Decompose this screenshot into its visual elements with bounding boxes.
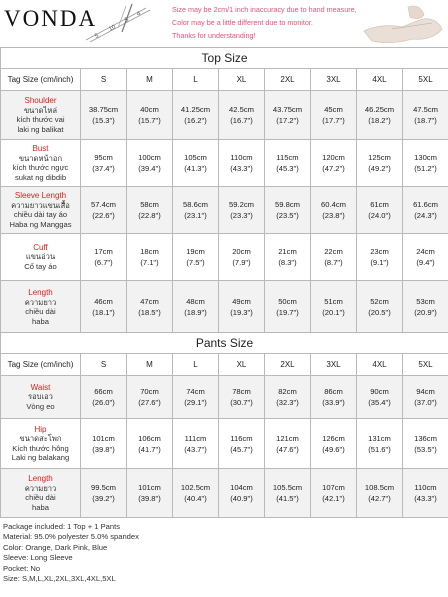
value-cm: 120cm [322,153,345,162]
value-cm: 52cm [370,297,389,306]
label-translation: kích thước vai [16,115,65,124]
value-inch: (49.2") [368,164,391,173]
measurement-label [1,140,81,187]
label-translation: ขนาดไหล่ [23,105,58,115]
value-inch: (22.8") [138,211,161,220]
label-translation: ขนาดสะโพก [19,434,62,443]
value-cm: 59.2cm [229,200,254,209]
value-cm: 24cm [416,247,435,256]
value-cm: 21cm [278,247,297,256]
value-inch: (30.7") [230,398,253,407]
size-value-cell [265,187,311,234]
value-cm: 111cm [184,433,207,443]
size-value-cell [311,376,357,419]
material-line: Material: 95.0% polyester 5.0% spandex [3,532,139,542]
label-english: Shoulder [24,96,57,105]
value-inch: (18.7") [414,116,437,125]
size-value-cell [311,91,357,140]
size-header: S [81,354,127,376]
value-cm: 102.5cm [180,483,211,492]
label-english: Cuff [33,242,48,252]
measurement-label [1,187,81,234]
label-english: Bust [32,144,49,153]
label-translation: ความยาวแขนเสื้อ [11,200,70,210]
product-details [3,522,139,584]
value-inch: (23.3") [230,211,253,220]
pants-size-title: Pants Size [1,333,448,354]
value-cm: 53cm [416,297,435,306]
measurement-row [1,91,448,140]
label-translation: chiều dài tay áo [13,210,68,219]
size-value-cell [81,140,127,187]
top-size-title: Top Size [1,48,448,69]
value-inch: (49.6") [322,444,345,454]
size-value-cell [265,140,311,187]
value-inch: (37.0") [414,398,437,407]
value-inch: (41.7") [138,444,161,454]
size-value-cell [127,140,173,187]
pocket-line: Pocket: No [3,563,41,573]
measurement-label [1,376,81,419]
label-english: Waist [30,382,51,392]
size-header: 4XL [357,69,403,91]
value-cm: 47.5cm [413,105,438,114]
size-line: Size: S,M,L,XL,2XL,3XL,4XL,5XL [3,574,116,584]
value-cm: 41.25cm [180,105,211,114]
value-cm: 105cm [184,153,207,162]
value-inch: (18.2") [368,116,391,125]
size-value-cell [127,187,173,234]
header [0,0,448,47]
value-cm: 105.5cm [272,483,303,492]
value-inch: (39.2") [92,494,115,503]
size-value-cell [173,376,219,419]
size-header: XL [219,69,265,91]
value-cm: 45cm [324,105,343,114]
size-value-cell [403,140,448,187]
size-value-cell [403,469,448,518]
top-size-table [0,47,448,334]
size-value-cell [311,187,357,234]
value-cm: 57.4cm [91,200,116,209]
brand-logo: VONDA [4,6,98,31]
size-header: 2XL [265,354,311,376]
value-inch: (45.3") [276,164,299,173]
value-cm: 110cm [230,153,253,162]
pants-size-body [1,376,448,518]
sleeve-line: Sleeve: Long Sleeve [3,553,73,563]
value-cm: 46.25cm [364,105,395,114]
value-cm: 101cm [92,433,115,443]
value-cm: 121cm [276,433,299,443]
measurement-row [1,140,448,187]
size-value-cell [219,140,265,187]
value-cm: 101cm [138,483,161,492]
value-cm: 74cm [186,387,205,396]
value-cm: 110cm [414,483,437,492]
value-inch: (43.7") [184,444,207,454]
value-cm: 49cm [232,297,251,306]
size-value-cell [219,91,265,140]
label-translation: kích thước ngực [12,163,69,172]
size-header: 3XL [311,69,357,91]
label-translation: ขนาดหน้าอก [18,153,63,163]
value-inch: (9.1") [370,258,389,267]
value-inch: (43.3") [414,494,437,503]
value-inch: (27.6") [138,398,161,407]
size-header: 5XL [403,69,448,91]
size-value-cell [403,419,448,469]
value-cm: 100cm [138,153,161,162]
measurement-notes [172,3,357,42]
value-inch: (23.5") [276,211,299,220]
size-value-cell [81,419,127,469]
value-cm: 61.6cm [413,200,438,209]
measurement-row [1,376,448,419]
size-value-cell [403,187,448,234]
value-inch: (42.7") [368,494,391,503]
value-cm: 22cm [324,247,343,256]
size-header: XL [219,354,265,376]
size-value-cell [357,187,403,234]
size-value-cell [81,376,127,419]
value-inch: (35.4") [368,398,391,407]
value-cm: 59.8cm [275,200,300,209]
measurement-row [1,469,448,518]
size-value-cell [127,419,173,469]
value-cm: 58.6cm [183,200,208,209]
value-inch: (16.2") [184,116,207,125]
size-value-cell [265,469,311,518]
value-cm: 136cm [414,433,437,443]
top-header-row [1,69,448,91]
value-inch: (19.7") [276,308,299,317]
value-cm: 47cm [140,297,159,306]
size-value-cell [311,281,357,334]
measurement-label [1,281,81,334]
value-inch: (16.7") [230,116,253,125]
label-english: Length [28,288,53,297]
value-cm: 131cm [368,433,391,443]
label-english: Length [28,474,53,483]
size-value-cell [173,91,219,140]
value-inch: (39.8") [92,444,115,454]
label-translation: chiều dài [25,307,56,316]
value-cm: 38.75cm [88,105,119,114]
value-inch: (23.1") [184,211,207,220]
value-inch: (18.9") [184,308,207,317]
value-inch: (20.1") [322,308,345,317]
label-translation: Vòng eo [26,401,55,411]
value-inch: (18.5") [138,308,161,317]
size-value-cell [311,469,357,518]
size-value-cell [127,469,173,518]
value-inch: (20.9") [414,308,437,317]
value-inch: (19.3") [230,308,253,317]
size-value-cell [265,91,311,140]
label-translation: chiều dài [25,493,56,502]
value-cm: 116cm [230,433,253,443]
value-inch: (6.7") [94,258,113,267]
note-line: Thanks for understanding! [172,31,256,40]
size-value-cell [265,419,311,469]
note-line: Color may be a little different due to monitor. [172,18,313,27]
size-header: 5XL [403,354,448,376]
value-inch: (24.0") [368,211,391,220]
value-cm: 40cm [140,105,159,114]
value-cm: 99.5cm [91,483,116,492]
pants-size-table [0,332,448,518]
label-translation: รอบเอว [28,392,53,402]
value-cm: 43.75cm [272,105,303,114]
size-value-cell [81,469,127,518]
hand-measure-icon [362,1,446,46]
ruler-mark: 4 [136,10,142,18]
label-translation: laki ng balikat [17,124,64,134]
value-cm: 46cm [94,297,113,306]
value-inch: (43.3") [230,164,253,173]
ruler-mark: 5 [94,32,100,40]
value-cm: 48cm [186,297,205,306]
size-value-cell [311,140,357,187]
value-inch: (51.6") [368,444,391,454]
pants-header-row [1,354,448,376]
size-value-cell [219,281,265,334]
value-cm: 17cm [94,247,113,256]
value-inch: (23.8") [322,211,345,220]
value-cm: 106cm [138,433,161,443]
value-inch: (15.3") [92,116,115,125]
value-cm: 18cm [140,247,159,256]
size-value-cell [81,187,127,234]
value-cm: 94cm [416,387,435,396]
value-inch: (53.5") [414,444,437,454]
size-value-cell [127,234,173,281]
size-value-cell [403,91,448,140]
label-english: Hip [34,424,47,434]
value-cm: 61cm [370,200,389,209]
size-value-cell [357,140,403,187]
size-value-cell [127,91,173,140]
value-inch: (7.5") [186,258,205,267]
value-inch: (40.4") [184,494,207,503]
label-english: Sleeve Length [14,191,67,200]
measurement-label [1,91,81,140]
size-value-cell [357,91,403,140]
size-value-cell [219,376,265,419]
ruler-mark: 10 [108,24,117,33]
label-translation: Kích thước hông [12,443,69,453]
value-inch: (20.5") [368,308,391,317]
value-cm: 50cm [278,297,297,306]
value-inch: (51.2") [414,164,437,173]
value-cm: 23cm [370,247,389,256]
label-translation: haba [32,502,49,512]
size-value-cell [265,376,311,419]
size-value-cell [357,376,403,419]
value-cm: 86cm [324,387,343,396]
size-value-cell [219,234,265,281]
value-inch: (41.5") [276,494,299,503]
size-value-cell [127,376,173,419]
size-header: 3XL [311,354,357,376]
size-value-cell [219,419,265,469]
label-translation: sukat ng dibdib [14,172,67,182]
value-inch: (39.4") [138,164,161,173]
value-cm: 104cm [230,483,253,492]
color-line: Color: Orange, Dark Pink, Blue [3,542,108,552]
size-header: 2XL [265,69,311,91]
value-inch: (8.3") [278,258,297,267]
size-value-cell [219,469,265,518]
value-inch: (47.2") [322,164,345,173]
size-value-cell [81,281,127,334]
size-value-cell [311,419,357,469]
size-value-cell [403,234,448,281]
value-cm: 108.5cm [364,483,395,492]
value-inch: (22.6") [92,211,115,220]
value-inch: (9.4") [416,258,435,267]
size-value-cell [265,234,311,281]
package-line: Package included: 1 Top + 1 Pants [3,522,121,531]
value-cm: 58cm [140,200,159,209]
value-cm: 95cm [94,153,113,162]
value-cm: 107cm [322,483,345,492]
size-header: M [127,354,173,376]
size-value-cell [173,140,219,187]
value-inch: (17.2") [276,116,299,125]
value-inch: (45.7") [230,444,253,454]
value-cm: 125cm [368,153,391,162]
size-value-cell [403,376,448,419]
value-inch: (40.9") [230,494,253,503]
value-cm: 19cm [186,247,205,256]
label-translation: Laki ng balakang [11,453,70,462]
value-inch: (26.0") [92,398,115,407]
value-inch: (24.3") [414,211,437,220]
label-translation: ความยาว [24,297,57,307]
size-value-cell [127,281,173,334]
size-header: L [173,354,219,376]
label-translation: Haba ng Manggas [9,219,72,229]
label-translation: ความยาว [24,483,57,493]
label-translation: Cổ tay áo [24,261,57,271]
value-inch: (8.7") [324,258,343,267]
tag-size-header: Tag Size (cm/inch) [1,69,81,91]
note-line: Size may be 2cm/1 inch inaccuracy due to hand measure, [172,5,357,14]
value-cm: 130cm [414,153,437,162]
measurement-row [1,281,448,334]
value-inch: (39.8") [138,494,161,503]
label-translation: haba [32,316,49,326]
value-cm: 126cm [322,433,345,443]
size-value-cell [357,469,403,518]
value-inch: (32.3") [276,398,299,407]
value-cm: 42.5cm [229,105,254,114]
size-value-cell [173,469,219,518]
value-cm: 82cm [278,387,297,396]
size-value-cell [219,187,265,234]
value-inch: (7.1") [140,258,159,267]
value-cm: 60.4cm [321,200,346,209]
value-inch: (15.7") [138,116,161,125]
size-header: S [81,69,127,91]
ruler-mark: 5 [124,16,130,24]
size-value-cell [173,281,219,334]
value-inch: (29.1") [184,398,207,407]
value-cm: 66cm [94,387,113,396]
size-header: 4XL [357,354,403,376]
value-inch: (42.1") [322,494,345,503]
value-inch: (33.9") [322,398,345,407]
tag-size-header: Tag Size (cm/inch) [1,354,81,376]
size-value-cell [357,419,403,469]
value-cm: 78cm [232,387,251,396]
value-cm: 70cm [140,387,159,396]
measurement-label [1,419,81,469]
value-cm: 115cm [276,153,299,162]
label-translation: แขนอ่วน [25,252,56,262]
value-inch: (17.7") [322,116,345,125]
size-value-cell [81,91,127,140]
measurement-row [1,187,448,234]
tape-measure-icon [82,2,152,44]
size-value-cell [81,234,127,281]
measurement-row [1,419,448,469]
size-value-cell [173,234,219,281]
size-value-cell [173,419,219,469]
value-inch: (41.3") [184,164,207,173]
size-value-cell [403,281,448,334]
value-inch: (18.1") [92,308,115,317]
size-value-cell [311,234,357,281]
value-cm: 20cm [232,247,251,256]
value-inch: (47.6") [276,444,299,454]
measurement-label [1,234,81,281]
value-inch: (7.9") [232,258,251,267]
size-value-cell [173,187,219,234]
size-value-cell [265,281,311,334]
value-cm: 51cm [324,297,343,306]
size-value-cell [357,234,403,281]
value-cm: 90cm [370,387,389,396]
size-value-cell [357,281,403,334]
top-size-body [1,91,448,334]
measurement-label [1,469,81,518]
value-inch: (37.4") [92,164,115,173]
size-header: M [127,69,173,91]
measurement-row [1,234,448,281]
size-header: L [173,69,219,91]
